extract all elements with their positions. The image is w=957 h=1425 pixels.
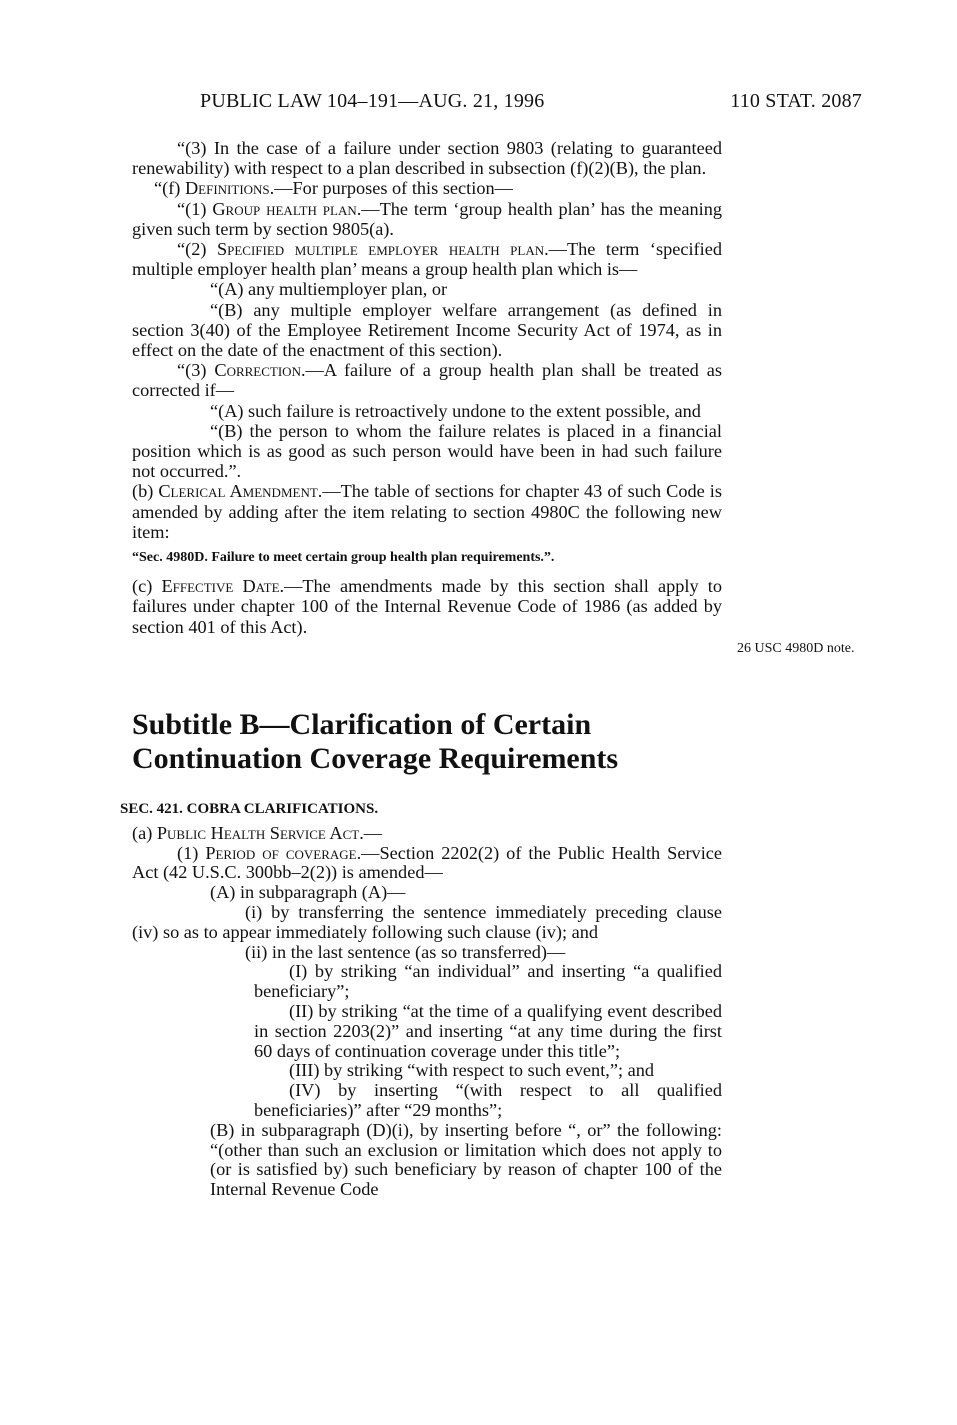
paragraph: (i) by transferring the sentence immediately preceding clause (iv) so as to appear immediately following such clause (iv); and: [132, 901, 722, 942]
paragraph: (III) by striking “with respect to such event,”; and: [289, 1060, 655, 1081]
subtitle-line: Continuation Coverage Requirements: [132, 742, 619, 775]
paragraph: “(3) Correction.—A failure of a group health plan shall be treated as corrected if—: [132, 360, 722, 401]
section-text-upper: [132, 138, 722, 637]
paragraph: (IV) by inserting “(with respect to all qualified beneficiaries)” after “29 months”;: [254, 1080, 722, 1120]
paragraph: (B) in subparagraph (D)(i), by inserting before “, or” the following: “(other than such an exclusion or limitation which does not apply to (or is satisfied by) such beneficiary by reason of chapter 100 of the Internal Revenue Code: [210, 1119, 722, 1200]
table-of-sections-item: “Sec. 4980D. Failure to meet certain group health plan requirements.”.: [132, 550, 555, 566]
paragraph: “(B) any multiple employer welfare arrangement (as defined in section 3(40) of the Employee Retirement Income Security Act of 1974, as in effect on the date of the enactment of this section).: [132, 299, 722, 361]
paragraph: “(A) such failure is retroactively undone to the extent possible, and: [210, 400, 701, 421]
paragraph: (A) in subparagraph (A)—: [210, 882, 406, 903]
paragraph: “(f) Definitions.—For purposes of this section—: [154, 178, 513, 199]
paragraph: (I) by striking “an individual” and inserting “a qualified beneficiary”;: [254, 961, 722, 1002]
header-stat-page: 110 STAT. 2087: [730, 90, 862, 112]
paragraph: “(A) any multiemployer plan, or: [210, 279, 448, 300]
paragraph: (a) Public Health Service Act.—: [132, 822, 383, 843]
subtitle-line: Subtitle B—Clarification of Certain: [132, 708, 592, 741]
section-heading: SEC. 421. COBRA CLARIFICATIONS.: [120, 801, 379, 817]
paragraph: “(1) Group health plan.—The term ‘group health plan’ has the meaning given such term by section 9805(a).: [132, 198, 722, 239]
paragraph: “(2) Specified multiple employer health plan.—The term ‘specified multiple employer health plan’ means a group health plan which is—: [132, 239, 722, 280]
header-law-citation: PUBLIC LAW 104–191—AUG. 21, 1996: [200, 90, 545, 112]
paragraph: (b) Clerical Amendment.—The table of sections for chapter 43 of such Code is amended by adding after the item relating to section 4980C the following new item:: [132, 481, 722, 542]
margin-note: 26 USC 4980D note.: [737, 641, 855, 656]
paragraph: “(3) In the case of a failure under section 9803 (relating to guaranteed renewability) with respect to a plan described in subsection (f)(2)(B), the plan.: [132, 138, 722, 179]
section-text-lower: [120, 800, 722, 1200]
paragraph: (ii) in the last sentence (as so transferred)—: [245, 941, 566, 962]
paragraph: (1) Period of coverage.—Section 2202(2) of the Public Health Service Act (42 U.S.C. 300bb–2(2)) is amended—: [132, 842, 722, 883]
paragraph: (c) Effective Date.—The amendments made by this section shall apply to failures under chapter 100 of the Internal Revenue Code of 1986 (as added by section 401 of this Act).: [132, 576, 722, 637]
subtitle-heading: [132, 708, 732, 776]
paragraph: “(B) the person to whom the failure relates is placed in a financial position which is as good as such person would have been in had such failure not occurred.”.: [132, 420, 722, 482]
paragraph: (II) by striking “at the time of a qualifying event described in section 2203(2)” and inserting “at any time during the first 60 days of continuation coverage under this title”;: [254, 1000, 722, 1061]
